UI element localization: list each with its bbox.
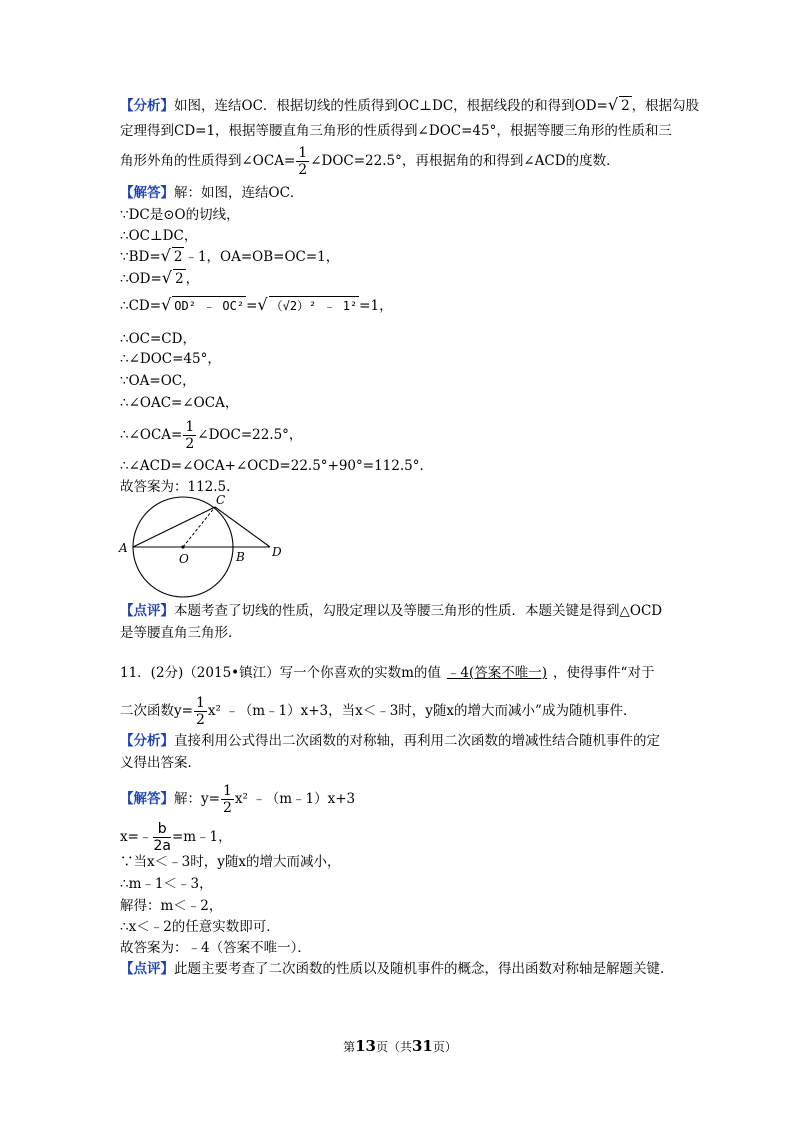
q11-analysis-line2: 义得出答案． [120,755,201,771]
q11-solution-line1: 【解答】解：y= $\frac{1}{2}$ x² ﹣（m﹣1）x+3 [120,783,356,816]
analysis-tag: 【分析】 [120,733,174,749]
q10-comment-line1: 【点评】本题考查了切线的性质，勾股定理以及等腰三角形的性质．本题关键是得到△OCD [120,603,663,619]
fraction-half: $\frac{1}{2}$ [222,783,232,816]
q11-step-5: ∴x＜﹣2的任意实数即可． [120,919,280,935]
label-d: D [272,545,282,559]
q10-step-10: ∴∠OCA= $\frac{1}{2}$ ∠DOC=22.5°， [120,419,303,452]
fraction-half: $\frac{1}{2}$ [298,145,308,178]
label-a: A [119,541,128,555]
fraction-half: $\frac{1}{2}$ [185,419,195,452]
page-number: 13 [355,1037,376,1055]
fraction-b-over-2a: $\frac{b}{2a}$ [153,821,171,854]
center-point [181,545,184,548]
q11-analysis-line1: 【分析】直接利用公式得出二次函数的对称轴，再利用二次函数的增减性结合随机事件的定 [120,733,660,749]
chord-ac [133,507,215,547]
solution-tag: 【解答】 [120,791,174,807]
q10-step-1: ∵DC是⊙O的切线， [120,207,240,223]
label-c: C [216,494,226,507]
solution-tag: 【解答】 [120,185,174,201]
q10-step-11: ∴∠ACD=∠OCA+∠OCD=22.5°+90°=112.5°． [120,458,433,474]
q11-step-1: x=﹣ $\frac{b}{2a}$ =m﹣1， [120,821,232,854]
q10-analysis-line3: 角形外角的性质得到∠OCA= $\frac{1}{2}$ ∠DOC=22.5°，再根据角的和得到∠ACD的度数． [120,145,620,178]
label-o: O [179,552,189,566]
comment-tag: 【点评】 [120,961,174,977]
tangent-cd [215,507,270,547]
q10-step-3: ∵BD=√ 2 ﹣1，OA=OB=OC=1， [120,246,340,265]
comment-tag: 【点评】 [120,603,174,619]
segment-oc [183,507,215,547]
answer-blank: ﹣4(答案不唯一) [446,665,548,681]
q10-step-6: ∴OC=CD， [120,331,196,347]
q10-solution-intro: 【解答】解：如图，连结OC． [120,185,304,201]
q10-step-2: ∴OC⊥DC， [120,228,198,244]
q10-comment-line2: 是等腰直角三角形． [120,625,242,641]
page-total: 31 [412,1037,433,1055]
q10-step-5: ∴CD=√ OD² ﹣ OC² =√ （√2）² ﹣ 1² =1， [120,295,393,314]
label-b: B [236,550,245,564]
q10-step-8: ∵OA=OC， [120,373,196,389]
q10-answer: 故答案为：112.5． [120,479,240,495]
q10-step-9: ∴∠OAC=∠OCA， [120,395,239,411]
q10-step-7: ∴∠DOC=45°， [120,351,221,367]
q10-step-4: ∴OD=√ 2 ， [120,268,200,287]
q10-analysis-line2: 定理得到CD=1，根据等腰直角三角形的性质得到∠DOC=45°，根据等腰三角形的性质和三 [120,123,672,139]
q11-stem-line1: 11．(2分)（2015•镇江）写一个你喜欢的实数m的值 ﹣4(答案不唯一) ，使得事件“对于 [120,665,655,681]
q11-step-2: ∵当x＜﹣3时，y随x的增大而减小， [120,854,341,870]
q11-step-4: 解得：m＜﹣2， [120,898,223,914]
q11-step-3: ∴m﹣1＜﹣3， [120,876,213,892]
q11-stem-line2: 二次函数y= $\frac{1}{2}$ x² ﹣（m﹣1）x+3，当x＜﹣3时，y随x的增大而减小”成为随机事件． [120,695,637,728]
q10-analysis-line1: 【分析】如图，连结OC．根据切线的性质得到OC⊥DC，根据线段的和得到OD=√ 2 ，根据勾股 [120,95,700,114]
q11-answer: 故答案为：﹣4（答案不唯一）． [120,940,311,956]
analysis-tag: 【分析】 [120,98,174,114]
circle-tangent-figure [116,494,296,598]
q11-comment: 【点评】此题主要考查了二次函数的性质以及随机事件的概念，得出函数对称轴是解题关键． [120,961,674,977]
fraction-half: $\frac{1}{2}$ [195,695,205,728]
page-footer: 第13页（共31页） [343,1037,457,1055]
